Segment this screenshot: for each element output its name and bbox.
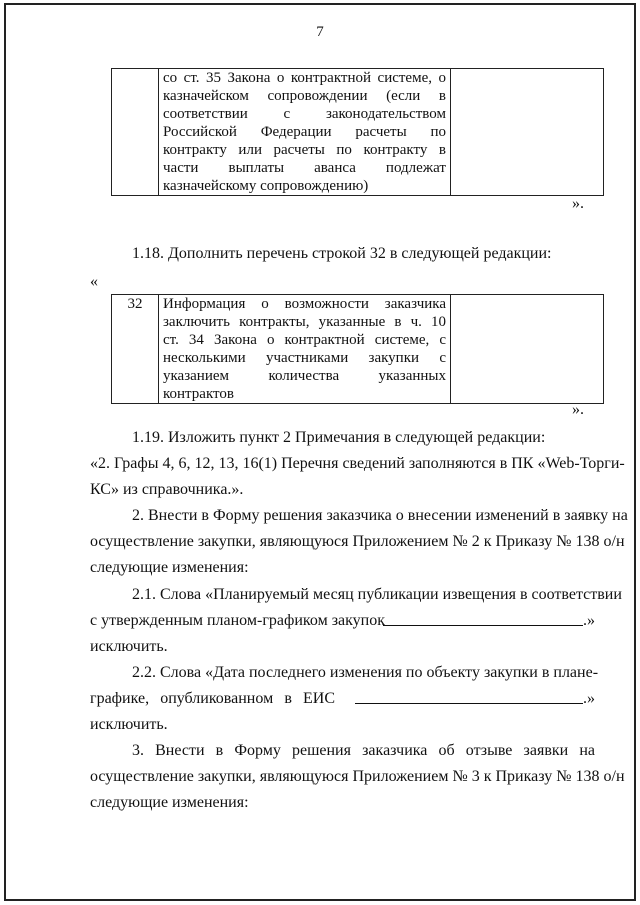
item-2-1-line1-wrap — [132, 585, 622, 605]
item-2-line3: следующие изменения: — [90, 559, 249, 576]
desc-line: заключить контракты, указанные в ч. 10 — [163, 314, 446, 330]
item-3-line3: следующие изменения: — [90, 794, 249, 811]
item-2-1-line1: 2.1. Слова «Планируемый месяц публикации извещения в соответствии — [132, 586, 622, 603]
item-2-2-line2-end: .» — [583, 690, 595, 707]
item-3-line2-wrap — [90, 767, 625, 787]
item-2-line1: 2. Внести в Форму решения заказчика о внесении изменений в заявку на — [132, 507, 628, 524]
item-3-line2: осуществление закупки, являющуюся Приложением № 3 к Приказу № 138 о/н — [90, 768, 625, 785]
desc-line: контрактов — [163, 386, 234, 402]
blank-field-line — [383, 611, 583, 626]
item-3-line1-wrap — [132, 741, 595, 761]
desc-line: казначейском сопровождении (если в — [163, 88, 446, 104]
desc-line: части выплаты аванса подлежат — [163, 160, 446, 176]
item-2-1-line2-end: .» — [583, 612, 595, 629]
row-number-cell — [112, 69, 159, 196]
desc-line: несколькими участниками закупки с — [163, 350, 446, 366]
item-3-line1: 3. Внести в Форму решения заказчика об отзыве заявки на — [132, 742, 595, 759]
item-2-line2: осуществление закупки, являющуюся Приложением № 2 к Приказу № 138 о/н — [90, 533, 625, 550]
item-1-19-line1: 1.19. Изложить пункт 2 Примечания в следующей редакции: — [132, 429, 546, 446]
row-description-cell — [159, 69, 451, 196]
item-2-2-line3: исключить. — [90, 716, 168, 733]
row-empty-cell — [451, 69, 604, 196]
row-description-cell — [159, 295, 451, 404]
row-number-cell: 32 — [112, 295, 159, 404]
desc-line: со ст. 35 Закона о контрактной системе, о — [163, 70, 446, 86]
desc-line: Российской Федерации расчеты по — [163, 124, 446, 140]
desc-line: казначейскому сопровождению) — [163, 178, 369, 194]
page-number: 7 — [316, 24, 324, 40]
item-2-2-line2-wrap — [90, 689, 335, 709]
item-2-2-line2: графике, опубликованном в ЕИС — [90, 690, 335, 707]
row-empty-cell — [451, 295, 604, 404]
item-1-19-line3: КС» из справочника.». — [90, 481, 244, 498]
desc-line: Информация о возможности заказчика — [163, 296, 446, 312]
desc-line: контракту или расчеты по контракту в — [163, 142, 446, 158]
table-continuation — [111, 68, 604, 196]
desc-line: указанием количества указанных — [163, 368, 446, 384]
item-2-1-line2: с утвержденным планом-графиком закупок — [90, 612, 385, 629]
item-2-2-line1: 2.2. Слова «Дата последнего изменения по объекту закупки в плане- — [132, 664, 599, 681]
table-row — [112, 69, 604, 196]
close-quote-2: ». — [572, 401, 584, 418]
item-2-line1-wrap — [132, 506, 628, 526]
open-quote: « — [90, 273, 98, 290]
desc-line: соответствии с законодательством — [163, 106, 446, 122]
item-2-line2-wrap — [90, 532, 625, 552]
desc-line: ст. 34 Закона о контрактной системе, с — [163, 332, 446, 348]
blank-field-line — [355, 689, 583, 704]
item-2-2-line1-wrap — [132, 663, 599, 683]
table-row — [112, 295, 604, 404]
item-1-19-line2-wrap — [90, 454, 625, 474]
item-2-1-line3: исключить. — [90, 638, 168, 655]
close-quote-1: ». — [572, 195, 584, 212]
item-1-18: 1.18. Дополнить перечень строкой 32 в следующей редакции: — [132, 245, 552, 262]
table-row-32 — [111, 294, 604, 404]
item-1-19-line2: «2. Графы 4, 6, 12, 13, 16(1) Перечня сведений заполняются в ПК «Web-Торги- — [90, 455, 625, 472]
